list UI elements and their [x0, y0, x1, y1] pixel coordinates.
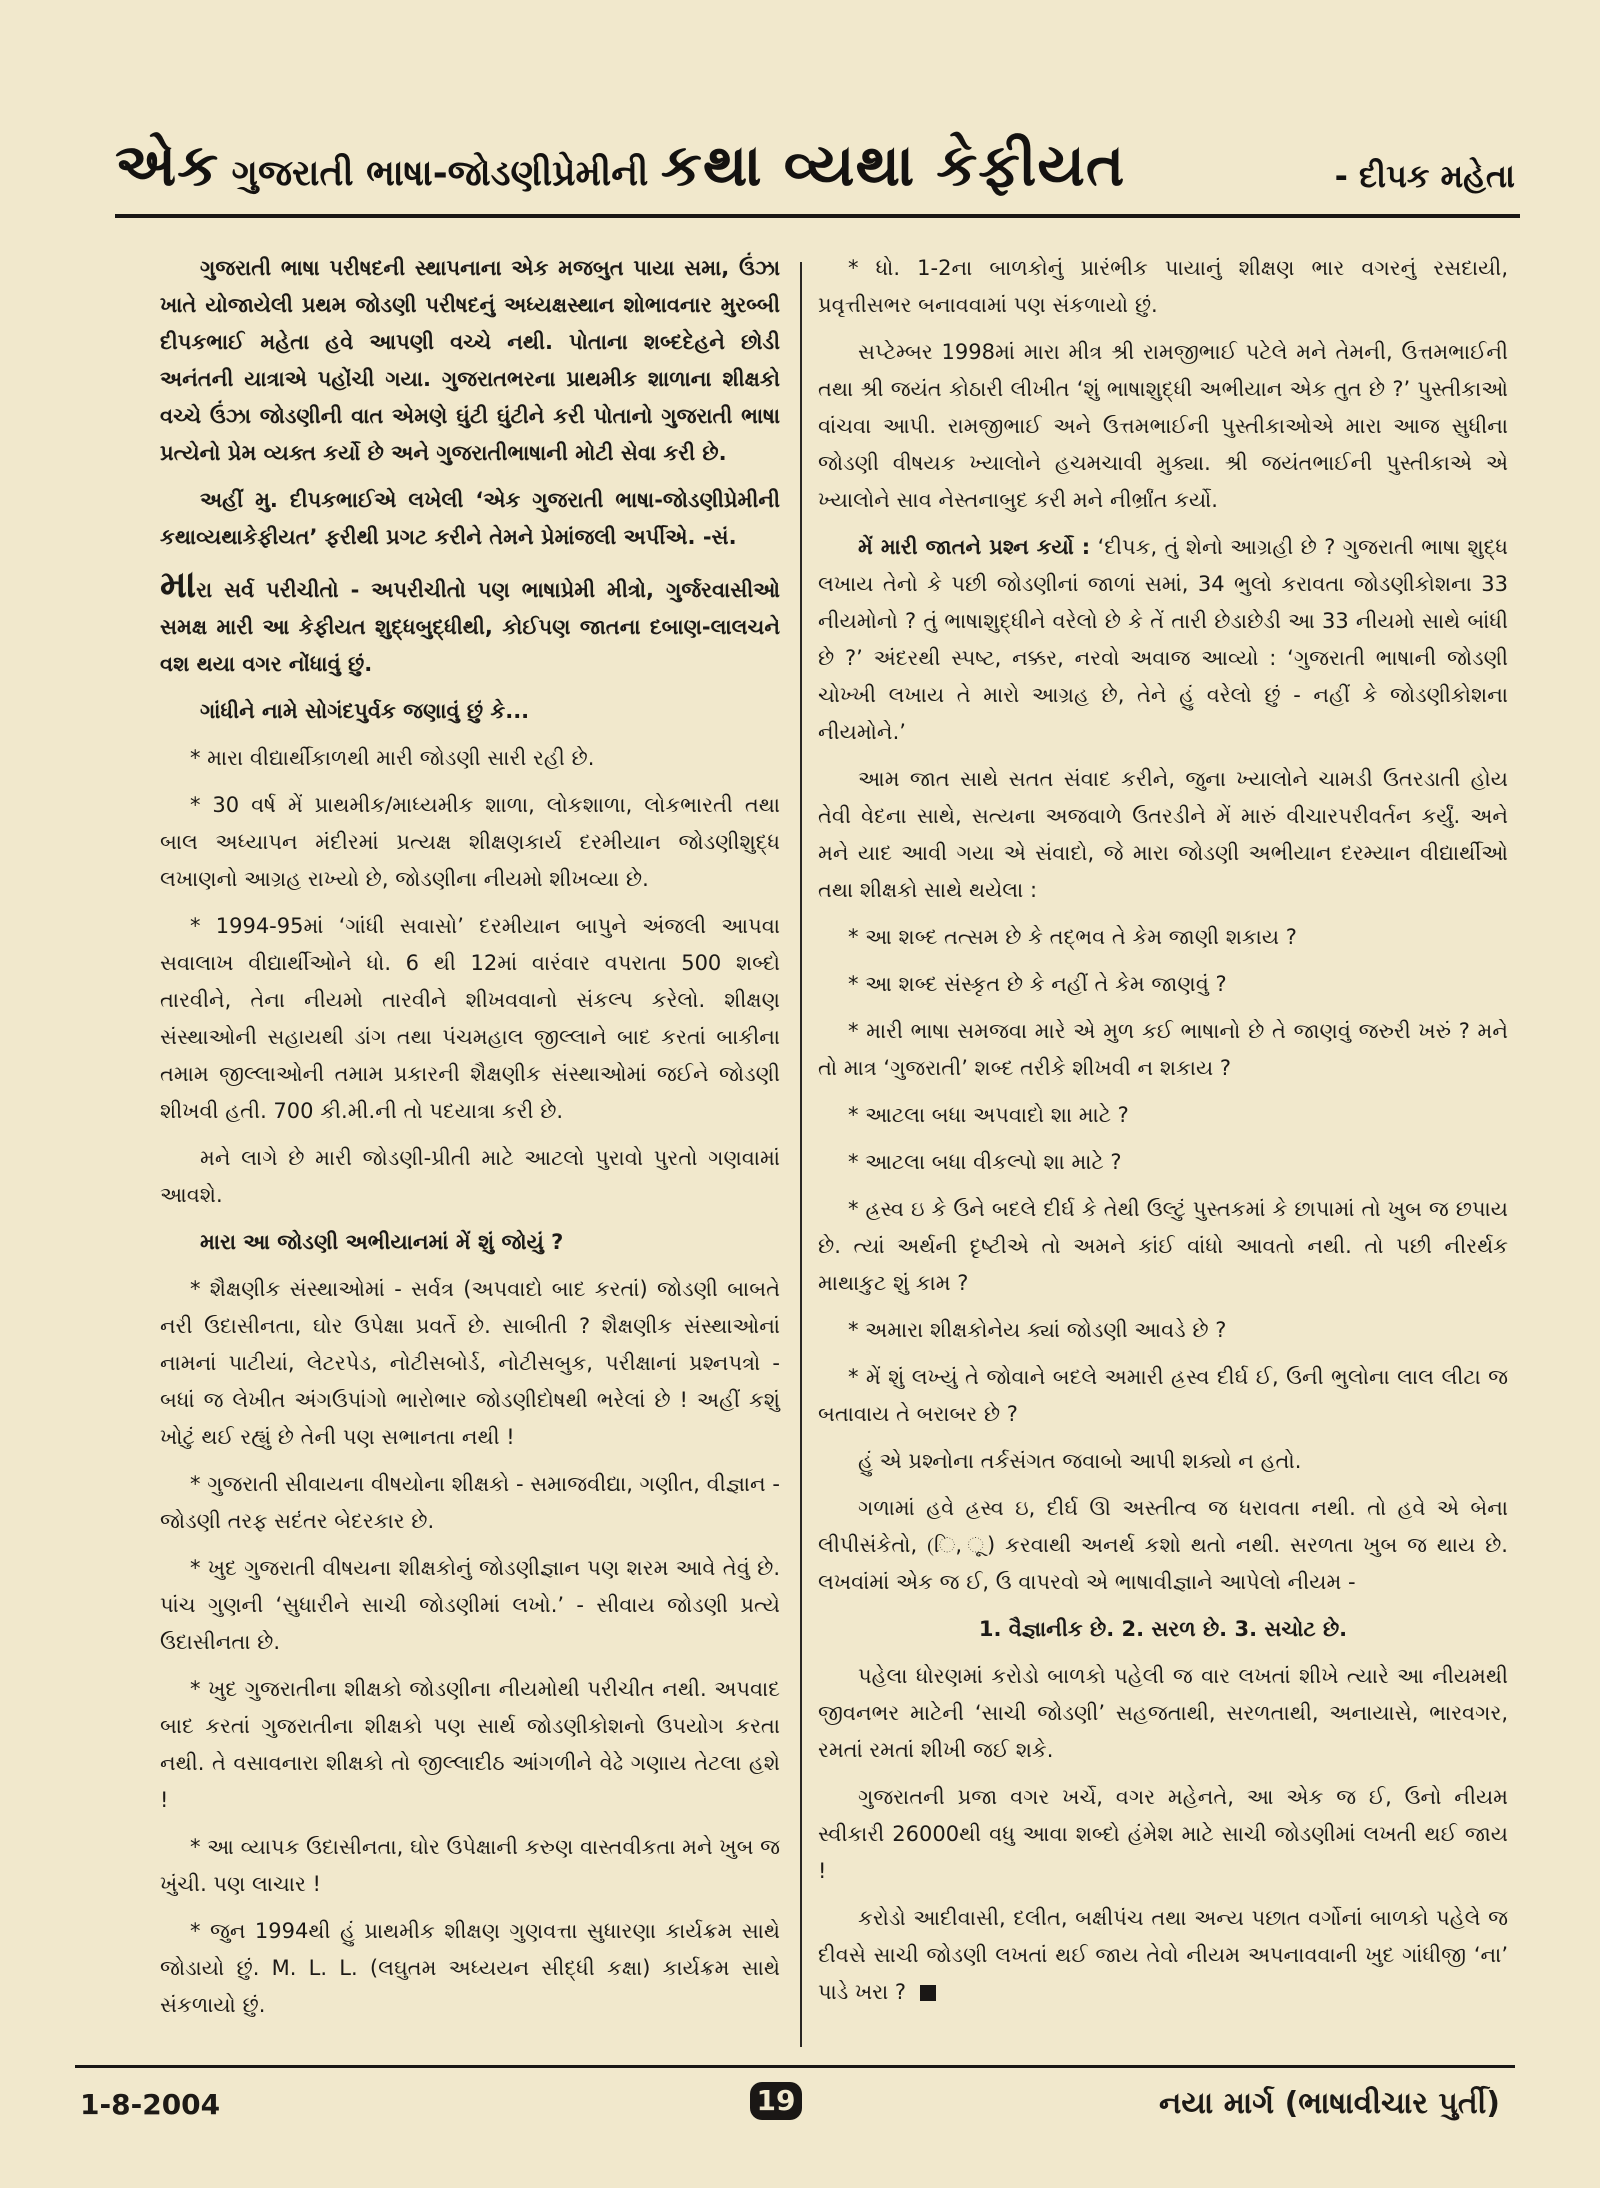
drop-cap: મા	[160, 562, 197, 606]
article-author: - દીપક મહેતા	[1334, 157, 1515, 195]
bullet-point: * ગુજરાતી સીવાયના વીષયોના શીક્ષકો - સમાજવીદ્યા, ગણીત, વીજ્ઞાન - જોડણી તરફ સદંતર બેદરકાર છે.	[160, 1472, 780, 1533]
title-emphasis: કથા વ્યથા કેફીયત	[660, 131, 1126, 199]
end-mark-icon	[920, 1985, 936, 2001]
article-header	[115, 128, 1515, 208]
editor-note: અહીં મુ. દીપકભાઈએ લખેલી ‘એક ગુજરાતી ભાષા-જોડણીપ્રેમીની કથાવ્યથાકેફીયત’ ફરીથી પ્રગટ કરીને તેમને પ્રેમાંજલી અર્પીએ. -સં.	[160, 488, 780, 549]
bullet-point: * મારી ભાષા સમજવા મારે એ મુળ કઈ ભાષાનો છે તે જાણવું જરુરી ખરું ? મને તો માત્ર ‘ગુજરાતી’ શબ્દ તરીકે શીખવી ન શકાય ?	[818, 1019, 1508, 1080]
paragraph: ગળામાં હવે હ્રસ્વ ઇ, દીર્ઘ ઊ અસ્તીત્વ જ ધરાવતા નથી. તો હવે એ બેના લીપીસંકેતો, (િ, ૂ) કરવાથી અનર્થ કશો થતો નથી. સરળતા ખુબ જ થાય છે. લખવાંમાં એક જ ઈ, ઉ વાપરવો એ ભાષાવીજ્ઞાને આપેલો નીયમ -	[818, 1496, 1508, 1594]
bullet-point: * આ શબ્દ સંસ્કૃત છે કે નહીં તે કેમ જાણવું ?	[848, 972, 1227, 996]
bullet-point: * આ શબ્દ તત્સમ છે કે તદ્ભવ તે કેમ જાણી શકાય ?	[848, 925, 1297, 949]
bullet-point: * જુન 1994થી હું પ્રાથમીક શીક્ષણ ગુણવત્તા સુધારણા કાર્યક્રમ સાથે જોડાયો છું. M. L. L. (લઘુતમ અધ્યયન સીદ્ધી કક્ષા) કાર્યક્રમ સાથે સંકળાયો છું.	[160, 1919, 780, 2017]
paragraph: મને લાગે છે મારી જોડણી-પ્રીતી માટે આટલો પુરાવો પુરતો ગણવામાં આવશે.	[160, 1146, 780, 1207]
section-heading: મારા આ જોડણી અભીયાનમાં મેં શું જોયું ?	[200, 1230, 564, 1254]
bullet-point: * આટલા બધા અપવાદો શા માટે ?	[848, 1103, 1129, 1127]
bullet-point: * આ વ્યાપક ઉદાસીનતા, ઘોર ઉપેક્ષાની કરુણ વાસ્તવીકતા મને ખુબ જ ખુંચી. પણ લાચાર !	[160, 1835, 780, 1896]
paragraph: પહેલા ધોરણમાં કરોડો બાળકો પહેલી જ વાર લખતાં શીખે ત્યારે આ નીયમથી જીવનભર માટેની ‘સાચી જોડણી’ સહજતાથી, સરળતાથી, અનાયાસે, ભારવગર, રમતાં રમતાં શીખી જઈ શકે.	[818, 1664, 1508, 1762]
title-subject: ગુજરાતી ભાષા-જોડણીપ્રેમીની	[219, 153, 661, 194]
bullet-point: * ધો. 1-2ના બાળકોનું પ્રારંભીક પાયાનું શીક્ષણ ભાર વગરનું રસદાયી, પ્રવૃત્તીસભર બનાવવામાં પણ સંકળાયો છું.	[818, 256, 1508, 317]
header-rule	[115, 214, 1520, 218]
bullet-point: * મારા વીદ્યાર્થીકાળથી મારી જોડણી સારી રહી છે.	[190, 746, 595, 770]
paragraph: ગુજરાતની પ્રજા વગર ખર્ચે, વગર મહેનતે, આ એક જ ઈ, ઉનો નીયમ સ્વીકારી 26000થી વધુ આવા શબ્દો હંમેશ માટે સાચી જોડણીમાં લખતી થઈ જાય !	[818, 1785, 1508, 1883]
lead-phrase: મેં મારી જાતને પ્રશ્ન કર્યો :	[858, 535, 1091, 559]
publication-name: નયા માર્ગ (ભાષાવીચાર પુર્તી)	[1159, 2086, 1500, 2121]
bullet-point: * હ્રસ્વ ઇ કે ઉને બદલે દીર્ઘ કે તેથી ઉલ્ટું પુસ્તકમાં કે છાપામાં તો ખુબ જ છપાય છે. ત્યાં અર્થની દૃષ્ટીએ તો અમને કાંઈ વાંધો આવતો નથી. તો પછી નીરર્થક માથાકુટ શું કામ ?	[818, 1197, 1508, 1295]
lead-paragraph	[818, 529, 1508, 751]
bullet-point: * 1994-95માં ‘ગાંધી સવાસો’ દરમીયાન બાપુને અંજલી આપવા સવાલાખ વીદ્યાર્થીઓને ધો. 6 થી 12માં વારંવાર વપરાતા 500 શબ્દો તારવીને, તેના નીયમો તારવીને શીખવવાનો સંકલ્પ કરેલો. શીક્ષણ સંસ્થાઓની સહાયથી ડાંગ તથા પંચમહાલ જીલ્લાને બાદ કરતાં બાકીના તમામ જીલ્લાઓની તમામ પ્રકારની શૈક્ષણીક સંસ્થાઓમાં જઈને જોડણી શીખવી હતી. 700 કી.મી.ની તો પદયાત્રા કરી છે.	[160, 914, 780, 1123]
bullet-point: * મેં શું લખ્યું તે જોવાને બદલે અમારી હ્રસ્વ દીર્ઘ ઈ, ઉની ભુલોના લાલ લીટા જ બતાવાય તે બરાબર છે ?	[818, 1365, 1508, 1426]
article-title	[115, 131, 1125, 200]
editor-note: ગુજરાતી ભાષા પરીષદની સ્થાપનાના એક મજબુત પાયા સમા, ઉંઝા ખાતે યોજાયેલી પ્રથમ જોડણી પરીષદનું અધ્યક્ષસ્થાન શોભાવનાર મુરબ્બી દીપકભાઈ મહેતા હવે આપણી વચ્ચે નથી. પોતાના શબ્દદેહને છોડી અનંતની યાત્રાએ પહોંચી ગયા. ગુજરાતભરના પ્રાથમીક શાળાના શીક્ષકો વચ્ચે ઉંઝા જોડણીની વાત એમણે ઘુંટી ઘુંટીને કરી પોતાનો ગુજરાતી ભાષા પ્રત્યેનો પ્રેમ વ્યક્ત કર્યો છે અને ગુજરાતીભાષાની મોટી સેવા કરી છે.	[160, 256, 780, 465]
bullet-point: * 30 વર્ષ મેં પ્રાથમીક/માધ્યમીક શાળા, લોકશાળા, લોકભારતી તથા બાલ અધ્યાપન મંદીરમાં પ્રત્યક્ષ શીક્ષણકાર્ય દરમીયાન જોડણીશુદ્ધ લખાણનો આગ્રહ રાખ્યો છે, જોડણીના નીયમો શીખવ્યા છે.	[160, 793, 780, 891]
rule-summary: 1. વૈજ્ઞાનીક છે. 2. સરળ છે. 3. સચોટ છે.	[978, 1617, 1348, 1641]
bullet-point: * અમારા શીક્ષકોનેય ક્યાં જોડણી આવડે છે ?	[848, 1318, 1227, 1342]
paragraph-text: કરોડો આદીવાસી, દલીત, બક્ષીપંચ તથા અન્ય પછાત વર્ગોનાં બાળકો પહેલે જ દીવસે સાચી જોડણી લખતાં થઈ જાય તેવો નીયમ અપનાવવાની ખુદ ગાંધીજી ‘ના’ પાડે ખરા ?	[818, 1906, 1508, 2004]
right-column	[818, 250, 1508, 2021]
paragraph: આમ જાત સાથે સતત સંવાદ કરીને, જુના ખ્યાલોને ચામડી ઉતરડાતી હોય તેવી વેદના સાથે, સત્યના અજવાળે ઉતરડીને મેં મારું વીચારપરીવર્તન કર્યું. અને મને યાદ આવી ગયા એ સંવાદો, જે મારા જોડણી અભીયાન દરમ્યાન વીદ્યાર્થીઓ તથા શીક્ષકો સાથે થયેલા :	[818, 767, 1508, 902]
left-column	[160, 250, 780, 2034]
bullet-point: * આટલા બધા વીકલ્પો શા માટે ?	[848, 1150, 1122, 1174]
paragraph: સપ્ટેમ્બર 1998માં મારા મીત્ર શ્રી રામજીભાઈ પટેલે મને તેમની, ઉત્તમભાઈની તથા શ્રી જયંત કોઠારી લીખીત ‘શું ભાષાશુદ્ધી અભીયાન એક તુત છે ?’ પુસ્તીકાઓ વાંચવા આપી. રામજીભાઈ અને ઉત્તમભાઈની પુસ્તીકાઓએ મારા આજ સુધીના જોડણી વીષયક ખ્યાલોને હચમચાવી મુક્યા. શ્રી જયંતભાઈની પુસ્તીકાએ એ ખ્યાલોને સાવ નેસ્તનાબુદ કરી મને નીર્ભ્રાંત કર્યો.	[818, 340, 1508, 512]
paragraph: હું એ પ્રશ્નોના તર્કસંગત જવાબો આપી શક્યો ન હતો.	[858, 1449, 1302, 1473]
section-heading: ગાંધીને નામે સોગંદપુર્વક જણાવું છું કે...	[200, 699, 530, 723]
page-number: 19	[750, 2082, 802, 2120]
title-word-ek: એક	[115, 131, 220, 199]
opening-paragraph	[160, 562, 780, 683]
bullet-point: * ખુદ ગુજરાતીના શીક્ષકો જોડણીના નીયમોથી પરીચીત નથી. અપવાદ બાદ કરતાં ગુજરાતીના શીક્ષકો પણ સાર્થ જોડણીકોશનો ઉપયોગ કરતા નથી. તે વસાવનારા શીક્ષકો તો જીલ્લાદીઠ આંગળીને વેઢે ગણાય તેટલા હશે !	[160, 1677, 780, 1812]
paragraph-text: ‘દીપક, તું શેનો આગ્રહી છે ? ગુજરાતી ભાષા શુદ્ધ લખાય તેનો કે પછી જોડણીનાં જાળાં સમાં, 34 ભુલો કરાવતા જોડણીકોશના 33 નીયમોનો ? તું ભાષાશુદ્ધીને વરેલો છે કે તેં તારી છેડાછેડી આ 33 નીયમો સાથે બાંધી છે ?’ અંદરથી સ્પષ્ટ, નક્કર, નરવો અવાજ આવ્યો : ‘ગુજરાતી ભાષાની જોડણી ચોખ્ખી લખાય તે મારો આગ્રહ છે, તેને હું વરેલો છું - નહીં કે જોડણીકોશના નીયમોને.’	[818, 535, 1509, 744]
column-divider	[800, 262, 802, 2047]
footer-rule	[75, 2065, 1515, 2068]
paragraph-text: રા સર્વ પરીચીતો - અપરીચીતો પણ ભાષાપ્રેમી મીત્રો, ગુર્જરવાસીઓ સમક્ષ મારી આ કેફીયત શુદ્ધબુદ્ધીથી, કોઈપણ જાતના દબાણ-લાલચને વશ થયા વગર નોંધાવું છું.	[160, 578, 780, 676]
bullet-point: * ખુદ ગુજરાતી વીષયના શીક્ષકોનું જોડણીજ્ઞાન પણ શરમ આવે તેવું છે. પાંચ ગુણની ‘સુધારીને સાચી જોડણીમાં લખો.’ - સીવાય જોડણી પ્રત્યે ઉદાસીનતા છે.	[160, 1556, 780, 1654]
issue-date: 1-8-2004	[80, 2088, 221, 2121]
closing-paragraph	[818, 1900, 1508, 2011]
bullet-point: * શૈક્ષણીક સંસ્થાઓમાં - સર્વત્ર (અપવાદો બાદ કરતાં) જોડણી બાબતે નરી ઉદાસીનતા, ઘોર ઉપેક્ષા પ્રવર્તે છે. સાબીતી ? શૈક્ષણીક સંસ્થાઓનાં નામનાં પાટીયાં, લેટરપેડ, નોટીસબોર્ડ, નોટીસબુક, પરીક્ષાનાં પ્રશ્નપત્રો - બધાં જ લેખીત અંગઉપાંગો ભારોભાર જોડણીદોષથી ભરેલાં છે ! અહીં કશું ખોટું થઈ રહ્યું છે તેની પણ સભાનતા નથી !	[160, 1277, 780, 1449]
